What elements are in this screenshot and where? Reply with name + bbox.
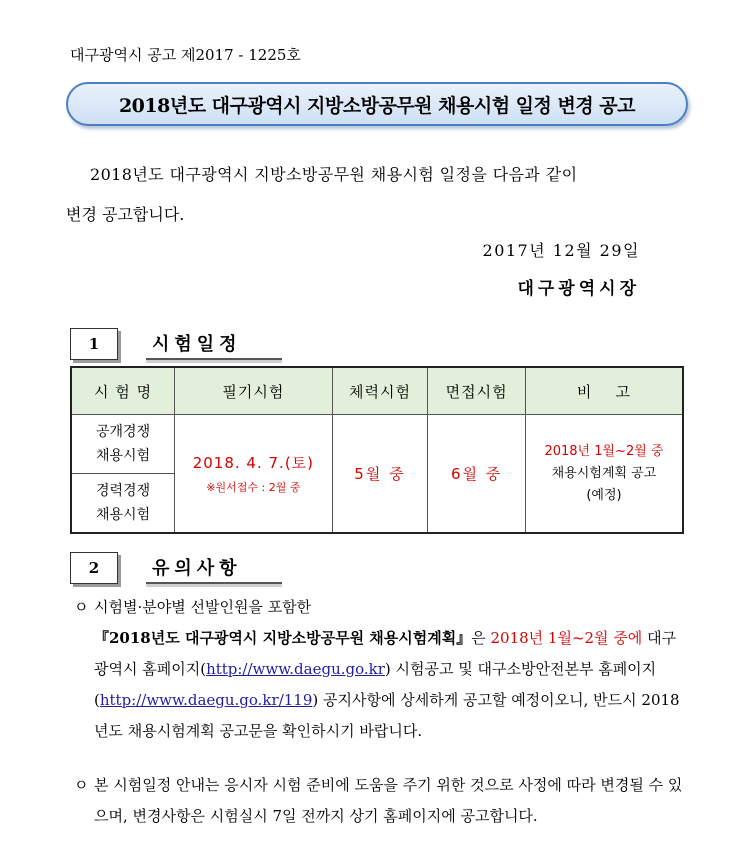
category-label: 공개경쟁 bbox=[96, 424, 151, 440]
notice-date: 2017년 12월 29일 bbox=[482, 241, 640, 260]
application-period: ※원서접수 : 2월 중 bbox=[206, 481, 301, 494]
intro-line-1: 2018년도 대구광역시 지방소방공무원 채용시험 일정을 다음과 같이 bbox=[90, 165, 578, 184]
section-label: 유의사항 bbox=[146, 552, 282, 584]
note-text: ) 공지사항에 상세하게 공고할 예정이오니, 반드시 2018년도 채용시험계획 공고문을 확인하시기 바랍니다. bbox=[94, 691, 680, 740]
table-row bbox=[71, 415, 683, 474]
category-label: 채용시험 bbox=[96, 507, 151, 523]
note-text: 은 bbox=[471, 629, 491, 647]
header-exam-name: 시 험 명 bbox=[71, 367, 175, 415]
section-number: 1 bbox=[70, 328, 118, 360]
plan-title: 『2018년도 대구광역시 지방소방공무원 채용시험계획』 bbox=[94, 629, 472, 647]
announce-period: 2018년 1월~2월 중에 bbox=[490, 629, 643, 647]
category-career bbox=[71, 474, 175, 534]
note-paragraph-2 bbox=[74, 770, 686, 832]
section-number: 2 bbox=[70, 552, 118, 584]
note-paragraph-1 bbox=[74, 592, 686, 747]
written-exam-cell bbox=[175, 415, 333, 534]
note-text: 대구광역시 홈페이지( bbox=[94, 629, 677, 678]
note-text: 본 시험일정 안내는 응시자 시험 준비에 도움을 주기 위한 것으로 사정에 따라 변경될 수 있으며, 변경사항은 시험실시 7일 전까지 상기 홈페이지에 공고합니다. bbox=[94, 776, 683, 825]
fire-dept-homepage-link[interactable]: http://www.daegu.go.kr/119 bbox=[99, 691, 313, 709]
header-remarks: 비 고 bbox=[525, 367, 683, 415]
remarks-tentative: (예정) bbox=[586, 487, 622, 503]
remarks-period: 2018년 1월~2월 중 bbox=[544, 443, 664, 459]
header-written: 필기시험 bbox=[175, 367, 333, 415]
category-label: 경력경쟁 bbox=[96, 483, 151, 499]
table-header-row bbox=[71, 367, 683, 415]
schedule-table bbox=[70, 366, 684, 534]
intro-line-2: 변경 공고합니다. bbox=[66, 205, 185, 224]
document-title: 2018년도 대구광역시 지방소방공무원 채용시험 일정 변경 공고 bbox=[66, 82, 688, 126]
notice-number: 대구광역시 공고 제2017 - 1225호 bbox=[70, 46, 301, 64]
written-date: 2018. 4. 7.(토) bbox=[192, 454, 315, 472]
physical-exam-cell: 5월 중 bbox=[332, 415, 428, 534]
bullet-icon: ㅇ bbox=[74, 598, 89, 616]
issuer: 대구광역시장 bbox=[517, 279, 640, 299]
section-label: 시험일정 bbox=[146, 328, 282, 360]
bullet-icon: ㅇ bbox=[74, 776, 89, 794]
header-physical: 체력시험 bbox=[332, 367, 428, 415]
header-interview: 면접시험 bbox=[428, 367, 526, 415]
note-text: 시험별·분야별 선발인원을 포함한 bbox=[94, 598, 312, 616]
remarks-text: 채용시험계획 공고 bbox=[551, 465, 657, 481]
category-label: 채용시험 bbox=[96, 448, 151, 464]
category-open bbox=[71, 415, 175, 474]
daegu-homepage-link[interactable]: http://www.daegu.go.kr bbox=[206, 660, 385, 678]
interview-cell: 6월 중 bbox=[428, 415, 526, 534]
remarks-cell bbox=[525, 415, 683, 534]
note-text: ) 시험공고 및 대구소방안전본부 홈페이지( bbox=[94, 660, 657, 709]
